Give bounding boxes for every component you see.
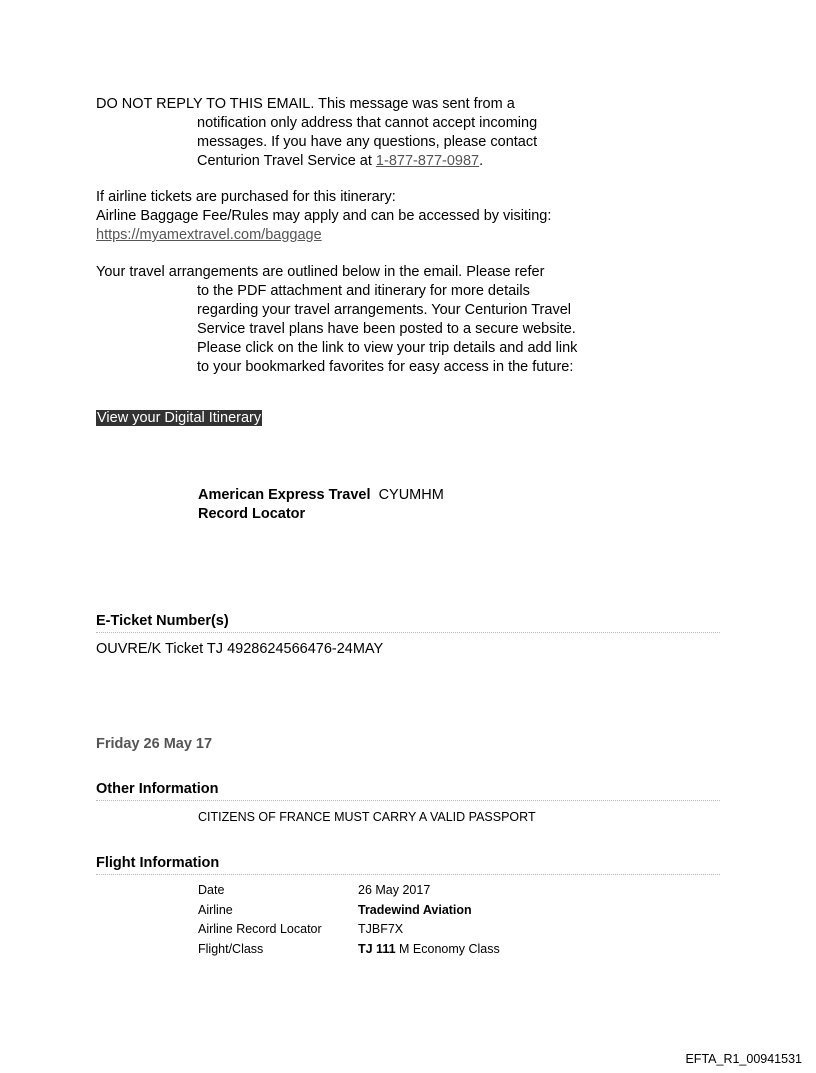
record-locator-label-1: American Express Travel xyxy=(198,487,371,503)
phone-link[interactable]: 1-877-877-0987 xyxy=(375,153,480,169)
record-locator-block xyxy=(198,486,444,524)
baggage-url-link[interactable]: https://myamextravel.com/baggage xyxy=(96,227,322,243)
notice-contact-text: Centurion Travel Service at xyxy=(197,153,376,169)
flight-label: Airline xyxy=(198,902,233,917)
arrangements-line-5: Please click on the link to view your trip details and add link xyxy=(197,340,578,356)
flight-label: Airline Record Locator xyxy=(198,922,322,936)
notice-line-2: notification only address that cannot accept incoming xyxy=(197,115,538,131)
flight-value: TJBF7X xyxy=(358,922,404,936)
notice-period: . xyxy=(479,153,484,169)
flight-value: 26 May 2017 xyxy=(358,883,431,897)
flight-label: Date xyxy=(198,883,225,897)
eticket-heading: E-Ticket Number(s) xyxy=(96,612,720,633)
flight-info-table xyxy=(198,881,500,959)
record-locator-label-2: Record Locator xyxy=(198,506,306,522)
other-info-text: CITIZENS OF FRANCE MUST CARRY A VALID PASSPORT xyxy=(198,810,536,824)
flight-value xyxy=(358,940,500,960)
notice-line-3: messages. If you have any questions, please contact xyxy=(197,134,538,150)
eticket-entry: OUVRE/K Ticket TJ 4928624566476-24MAY xyxy=(96,641,384,657)
arrangements-paragraph xyxy=(96,263,577,377)
no-reply-notice xyxy=(96,95,537,171)
flight-number: TJ 111 xyxy=(358,941,396,956)
flight-info-heading: Flight Information xyxy=(96,854,720,875)
flight-row-flight-class xyxy=(198,940,500,960)
baggage-line-1: If airline tickets are purchased for this itinerary: xyxy=(96,189,396,205)
digital-itinerary-link[interactable]: View your Digital Itinerary xyxy=(97,410,262,426)
baggage-info xyxy=(96,188,551,245)
flight-row-airline xyxy=(198,901,500,921)
arrangements-line-6: to your bookmarked favorites for easy access in the future: xyxy=(197,359,574,375)
notice-line-4 xyxy=(96,152,537,171)
flight-class: M Economy Class xyxy=(395,941,500,956)
arrangements-line-3: regarding your travel arrangements. Your Centurion Travel xyxy=(197,302,571,318)
flight-value: Tradewind Aviation xyxy=(358,902,472,917)
arrangements-line-2: to the PDF attachment and itinerary for more details xyxy=(197,283,530,299)
day-heading: Friday 26 May 17 xyxy=(96,736,213,752)
flight-label: Flight/Class xyxy=(198,941,264,956)
arrangements-line-1: Your travel arrangements are outlined below in the email. Please refer xyxy=(96,264,545,280)
other-info-heading: Other Information xyxy=(96,780,720,801)
document-id: EFTA_R1_00941531 xyxy=(685,1052,802,1066)
notice-line-1: DO NOT REPLY TO THIS EMAIL. This message was sent from a xyxy=(96,96,515,112)
arrangements-line-4: Service travel plans have been posted to a secure website. xyxy=(197,321,576,337)
flight-row-airline-locator xyxy=(198,920,500,940)
baggage-line-2: Airline Baggage Fee/Rules may apply and can be accessed by visiting: xyxy=(96,208,552,224)
record-locator-value: CYUMHM xyxy=(378,487,444,503)
flight-row-date xyxy=(198,881,500,901)
